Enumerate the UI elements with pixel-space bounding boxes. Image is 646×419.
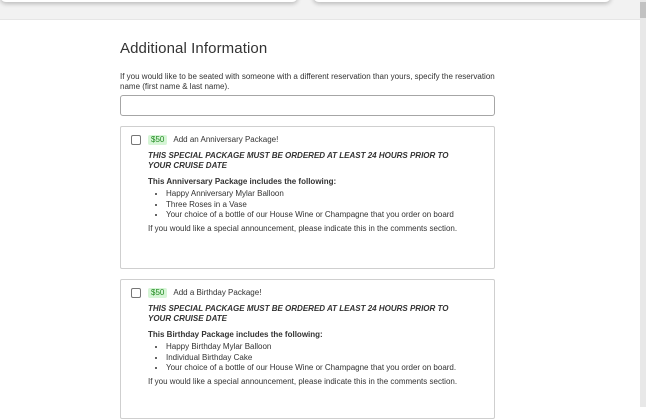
includes-list (148, 342, 484, 374)
birthday-package-card (120, 279, 495, 419)
anniversary-package-checkbox[interactable] (131, 135, 141, 145)
package-header[interactable] (131, 134, 484, 146)
announcement-note: If you would like a special announcement, please indicate this in the comments section. (148, 223, 458, 233)
previous-card-right (313, 0, 611, 2)
price-badge: $50 (148, 288, 167, 298)
birthday-package-checkbox[interactable] (131, 288, 141, 298)
list-item: • Your choice of a bottle of our House Wine or Champagne that you order on board. (166, 363, 466, 374)
reservation-name-input[interactable] (120, 95, 495, 116)
list-item: • Three Roses in a Vase (166, 200, 484, 211)
package-details (131, 151, 484, 234)
list-item: • Happy Birthday Mylar Balloon (166, 342, 484, 353)
includes-list (148, 189, 484, 221)
previous-card-left (0, 0, 298, 2)
anniversary-package-card (120, 126, 495, 269)
package-header[interactable] (131, 287, 484, 299)
package-details (131, 304, 484, 387)
price-badge: $50 (148, 135, 167, 145)
previous-section-band (0, 0, 640, 20)
list-item: • Happy Anniversary Mylar Balloon (166, 189, 484, 200)
seating-instruction: If you would like to be seated with someone with a different reservation than yours, specify the reservation name (first name & last name). (120, 72, 495, 91)
package-title[interactable]: Add an Anniversary Package! (173, 135, 279, 144)
list-item: • Individual Birthday Cake (166, 353, 484, 364)
order-deadline-warning: THIS SPECIAL PACKAGE MUST BE ORDERED AT LEAST 24 HOURS PRIOR TO YOUR CRUISE DATE (148, 151, 449, 170)
list-item: • Your choice of a bottle of our House Wine or Champagne that you order on board (166, 210, 466, 221)
announcement-note: If you would like a special announcement, please indicate this in the comments section. (148, 376, 458, 386)
order-deadline-warning: THIS SPECIAL PACKAGE MUST BE ORDERED AT LEAST 24 HOURS PRIOR TO YOUR CRUISE DATE (148, 304, 449, 323)
page-scrollbar[interactable] (640, 0, 646, 407)
section-title: Additional Information (120, 40, 268, 57)
includes-heading: This Anniversary Package includes the following: (148, 177, 337, 186)
includes-heading: This Birthday Package includes the following: (148, 330, 323, 339)
scrollbar-thumb[interactable] (640, 2, 646, 18)
package-title[interactable]: Add a Birthday Package! (173, 288, 262, 297)
